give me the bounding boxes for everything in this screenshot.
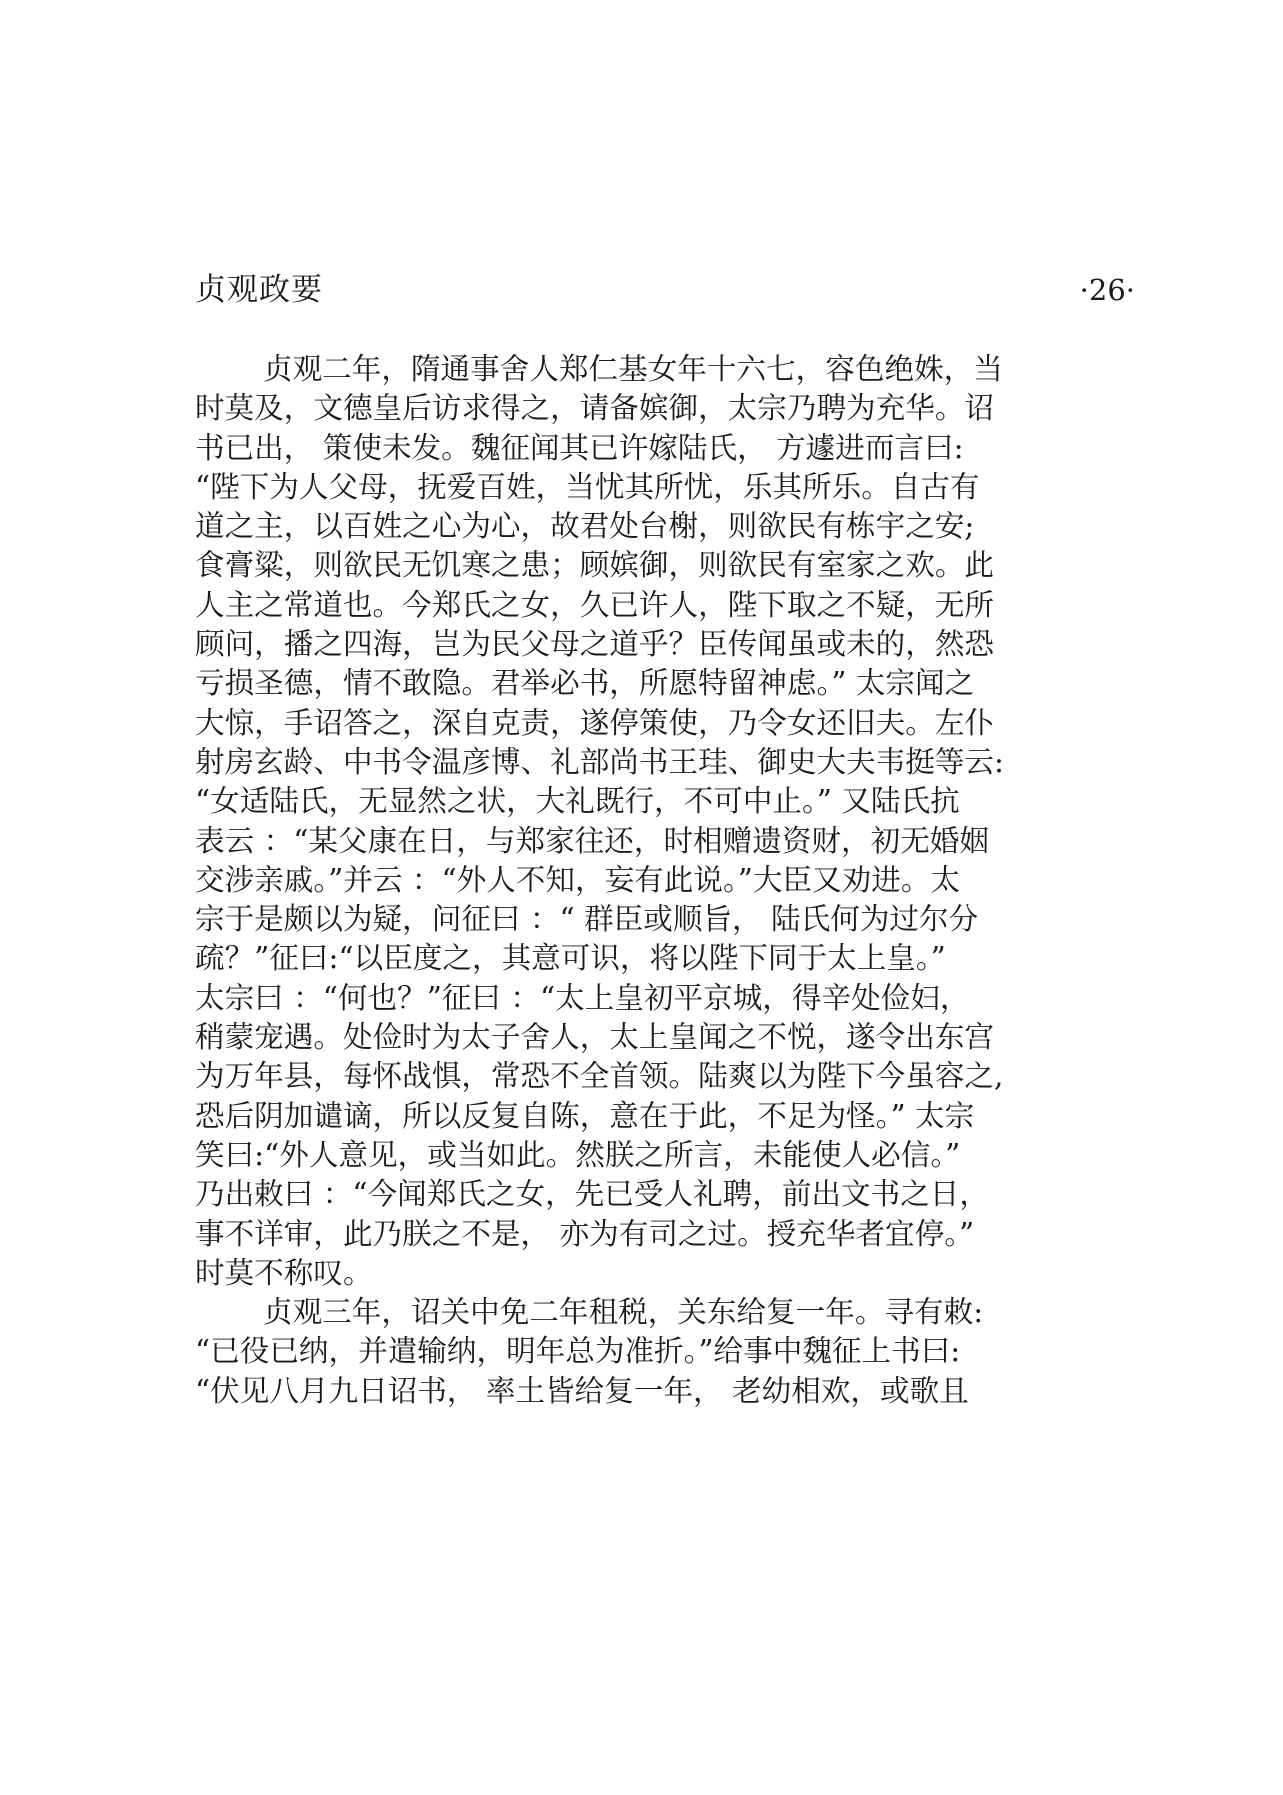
text-line: 恐后阴加谴谪，所以反复自陈，意在于此，不足为怪。” 太宗 (195, 1098, 975, 1133)
text-line: “伏见八月九日诏书， 率土皆给复一年， 老幼相欢，或歌且 (195, 1373, 969, 1408)
text-line: “女适陆氏，无显然之状，大礼既行，不可中止。” 又陆氏抗 (195, 784, 960, 819)
book-title: 贞观政要 (195, 272, 323, 308)
text-line: “陛下为人父母，抚爱百姓，当忧其所忧，乐其所乐。自古有 (195, 469, 980, 504)
text-line: 射房玄龄、中书令温彦博、礼部尚书王珪、御史大夫韦挺等云: (195, 744, 1005, 779)
text-line: 太宗曰 ：“何也？”征曰 ：“太上皇初平京城，得辛处俭妇， (195, 980, 970, 1015)
text-line: 亏损圣德，情不敢隐。君举必书，所愿特留神虑。” 太宗闻之 (195, 666, 975, 701)
text-line: 贞观二年，隋通事舍人郑仁基女年十六七，容色绝姝，当 (263, 352, 1003, 386)
text-line: 大惊，手诏答之，深自克责，遂停策使，乃令女还旧夫。左仆 (195, 705, 995, 740)
text-line: “已役已纳，并遣输纳，明年总为准折。”给事中魏征上书曰: (195, 1334, 961, 1369)
text-line: 食膏粱，则欲民无饥寒之患；顾嫔御，则欲民有室家之欢。此 (195, 548, 995, 583)
page-number: ·26· (1079, 273, 1135, 307)
text-line: 宗于是颇以为疑，问征曰 ：“ 群臣或顺旨， 陆氏何为过尔分 (195, 902, 979, 937)
text-line: 顾问，播之四海，岂为民父母之道乎？臣传闻虽或未的，然恐 (195, 627, 995, 662)
text-line: 稍蒙宠遇。处俭时为太子舍人，太上皇闻之不悦，遂令出东宫 (195, 1020, 995, 1055)
text-line: 书已出， 策使未发。魏征闻其已许嫁陆氏， 方遽进而言曰: (195, 430, 964, 465)
text-line: 交涉亲戚。”并云 ：“外人不知，妄有此说。”大臣又劝进。太 (195, 862, 961, 897)
text-line: 笑曰:“外人意见，或当如此。然朕之所言，未能使人必信。” (195, 1137, 961, 1172)
text-line: 为万年县，每怀战惧，常恐不全首领。陆爽以为陛下今虽容之, (195, 1059, 1004, 1094)
text-line: 时莫及，文德皇后访求得之，请备嫔御，太宗乃聘为充华。诏 (195, 391, 995, 426)
body-text (195, 350, 1095, 1411)
text-line: 道之主，以百姓之心为心，故君处台榭，则欲民有栋宇之安; (195, 509, 975, 544)
text-line: 人主之常道也。今郑氏之女，久已许人，陛下取之不疑，无所 (195, 587, 995, 622)
text-line: 乃出敕曰 ：“今闻郑氏之女，先已受人礼聘，前出文书之日， (195, 1177, 989, 1212)
text-line: 表云 ：“某父康在日，与郑家往还，时相赠遗资财，初无婚姻 (195, 823, 989, 858)
text-line: 贞观三年，诏关中免二年租税，关东给复一年。寻有敕: (263, 1295, 984, 1330)
text-line: 时莫不称叹。 (195, 1255, 373, 1290)
text-line: 疏？”征曰:“以臣度之，其意可识，将以陛下同于太上皇。” (195, 941, 946, 976)
page-header (195, 268, 1135, 312)
text-line: 事不详审，此乃朕之不是， 亦为有司之过。授充华者宜停。” (195, 1216, 975, 1251)
